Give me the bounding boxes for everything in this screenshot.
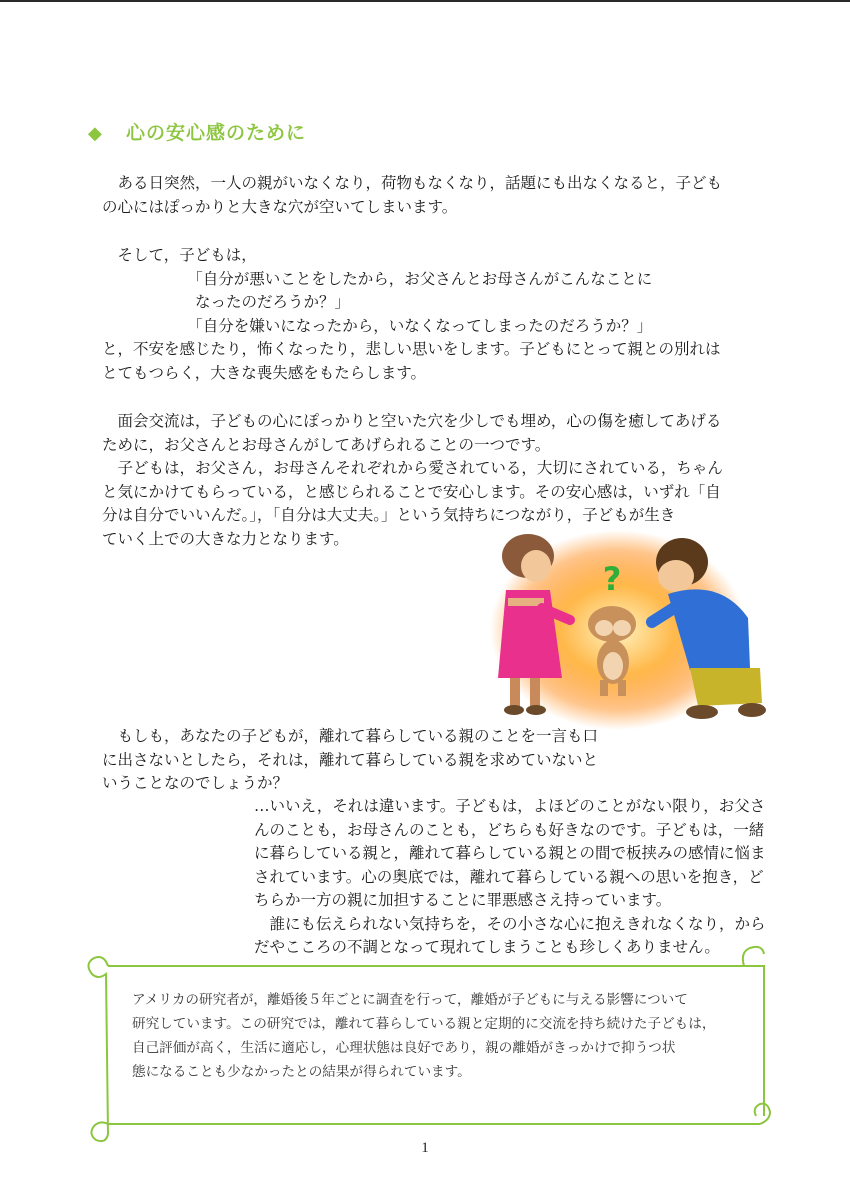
visitation-paragraph: 面会交流は，子どもの心にぽっかりと空いた穴を少しでも埋め，心の傷を癒してあげる ために，お父さんとお母さんがしてあげられることの一つです。 子どもは，お父さん，お母さんそれぞれから愛されている，大切にされている，ちゃん と気にかけてもらっている，と感じられることで安心します。その安心感は，いずれ「自 分は自分でいいんだ。」，「自分は大丈夫。」という気持ちにつながり，子どもが生き ていく上での大きな力となります。 <box>102 412 723 548</box>
page-number: 1 <box>421 1140 429 1156</box>
intro-paragraph: ある日突然，一人の親がいなくなり，荷物もなくなり，話題にも出なくなると，子ども の心にはぽっかりと大きな穴が空いてしまいます。 <box>102 174 723 216</box>
diamond-bullet-icon: ◆ <box>88 123 102 144</box>
section-title: 心の安心感のために <box>126 122 307 144</box>
answer-paragraph: …いいえ，それは違います。子どもは，よほどのことがない限り，お父さ んのことも，お母さんのことも，どちらも好きなのです。子どもは，一緒 に暮らしている親と，離れて暮らしている親との間で板挟みの感情に悩ま されています。心の奥底では，離れて暮らしている親への思いを抱き，ど ちらか一方の親に加担することに罪悪感さえ持っています。 誰にも伝えられない気持ちを，その小さな心に抱えきれなくなり，から だやこころの不調となって現れてしまうことも珍しくありません。 <box>254 797 766 956</box>
question-mark-icon: ? <box>602 560 622 598</box>
research-note: アメリカの研究者が，離婚後５年ごとに調査を行って，離婚が子どもに与える影響について 研究しています。この研究では，離れて暮らしている親と定期的に交流を持ち続けた子どもは， 自己評価が高く，生活に適応し，心理状態は良好であり，親の離婚がきっかけで抑うつ状 態になることも少なかったとの結果が得られています。 <box>132 992 716 1080</box>
child-feelings-paragraph: そして，子どもは， 「自分が悪いことをしたから，お父さんとお母さんがこんなことに なったのだろうか？」 「自分を嫌いになったから，いなくなってしまったのだろうか？」 と，不安を感じたり，怖くなったり，悲しい思いをします。子どもにとって親との別れは とてもつらく，大きな喪失感をもたらします。 <box>102 246 721 382</box>
section-heading <box>88 118 306 145</box>
top-rule <box>0 0 850 2</box>
family-illustration <box>470 528 780 733</box>
question-paragraph: もしも，あなたの子どもが，離れて暮らしている親のことを一言も口 に出さないとしたら，それは，離れて暮らしている親を求めていないと いうことなのでしょうか？ <box>102 727 599 792</box>
